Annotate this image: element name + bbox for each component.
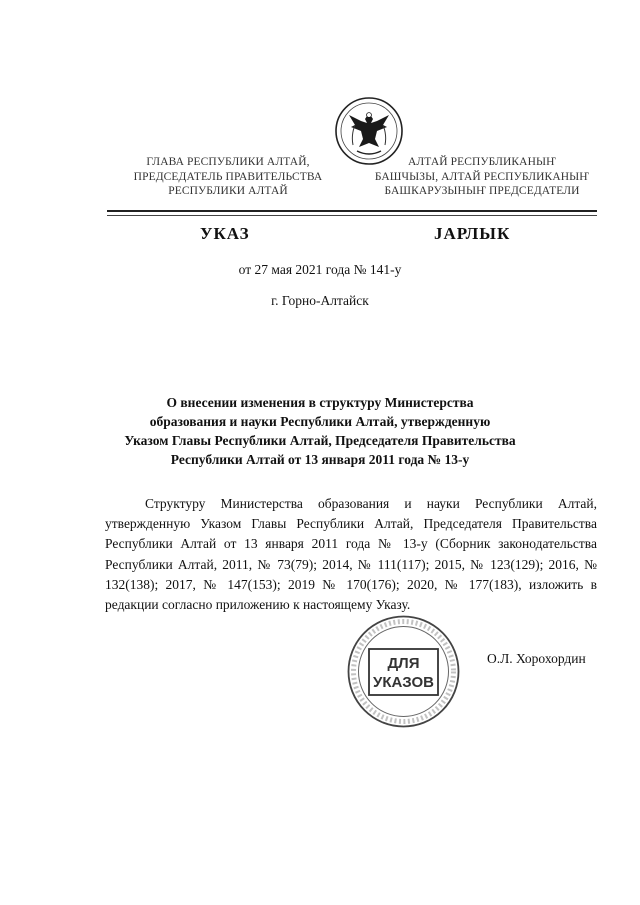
header-right-line: АЛТАЙ РЕСПУБЛИКАНЫҤ — [408, 156, 556, 168]
header-left-block — [128, 155, 328, 199]
title-line: образования и науки Республики Алтай, утвержденную — [149, 414, 491, 429]
title-line: О внесении изменения в структуру Министерства — [166, 395, 474, 410]
header-divider-thin — [107, 215, 597, 216]
title-line: Указом Главы Республики Алтай, Председателя Правительства — [124, 433, 516, 448]
header-left-line: ГЛАВА РЕСПУБЛИКИ АЛТАЙ, — [146, 156, 310, 168]
stamp-line-1: ДЛЯ — [387, 655, 420, 672]
signer-name: О.Л. Хорохордин — [487, 651, 586, 666]
decree-date: от 27 мая 2021 года № 141-у — [238, 262, 402, 277]
decree-label-altai: JАРЛЫК — [434, 224, 511, 243]
decree-city: г. Горно-Алтайск — [271, 293, 369, 308]
header-divider-thick — [107, 210, 597, 212]
title-line: Республики Алтай от 13 января 2011 года № 13-у — [170, 452, 470, 467]
stamp-seal — [345, 613, 462, 730]
header-left-line: ПРЕДСЕДАТЕЛЬ ПРАВИТЕЛЬСТВА — [133, 170, 323, 183]
decree-label-ru: УКАЗ — [200, 224, 250, 243]
stamp-line-2: УКАЗОВ — [372, 674, 435, 691]
header-right-block — [358, 155, 606, 199]
header-left-line: РЕСПУБЛИКИ АЛТАЙ — [168, 185, 288, 197]
decree-body: Структуру Министерства образования и науки Республики Алтай, утвержденную Указом Главы Республики Алтай, Председателя Правительства Республики Алтай от 13 января 2011 года № 13-у (Сборник законодательства Республики Алтай, 2011, № 73(79); 2014, № 111(117); 2015, № 123(129); 2016, № 132(138); 2017, № 147(153); 2019 № 170(176); 2020, № 177(183), изложить в редакции согласно приложению к настоящему Указу. — [105, 496, 597, 613]
header-right-line: БАШКАРУЗЫНЫҤ ПРЕДСЕДАТЕЛИ — [384, 185, 580, 197]
decree-title — [100, 393, 540, 469]
header-right-line: БАШЧЫЗЫ, АЛТАЙ РЕСПУБЛИКАНЫҤ — [374, 170, 590, 183]
